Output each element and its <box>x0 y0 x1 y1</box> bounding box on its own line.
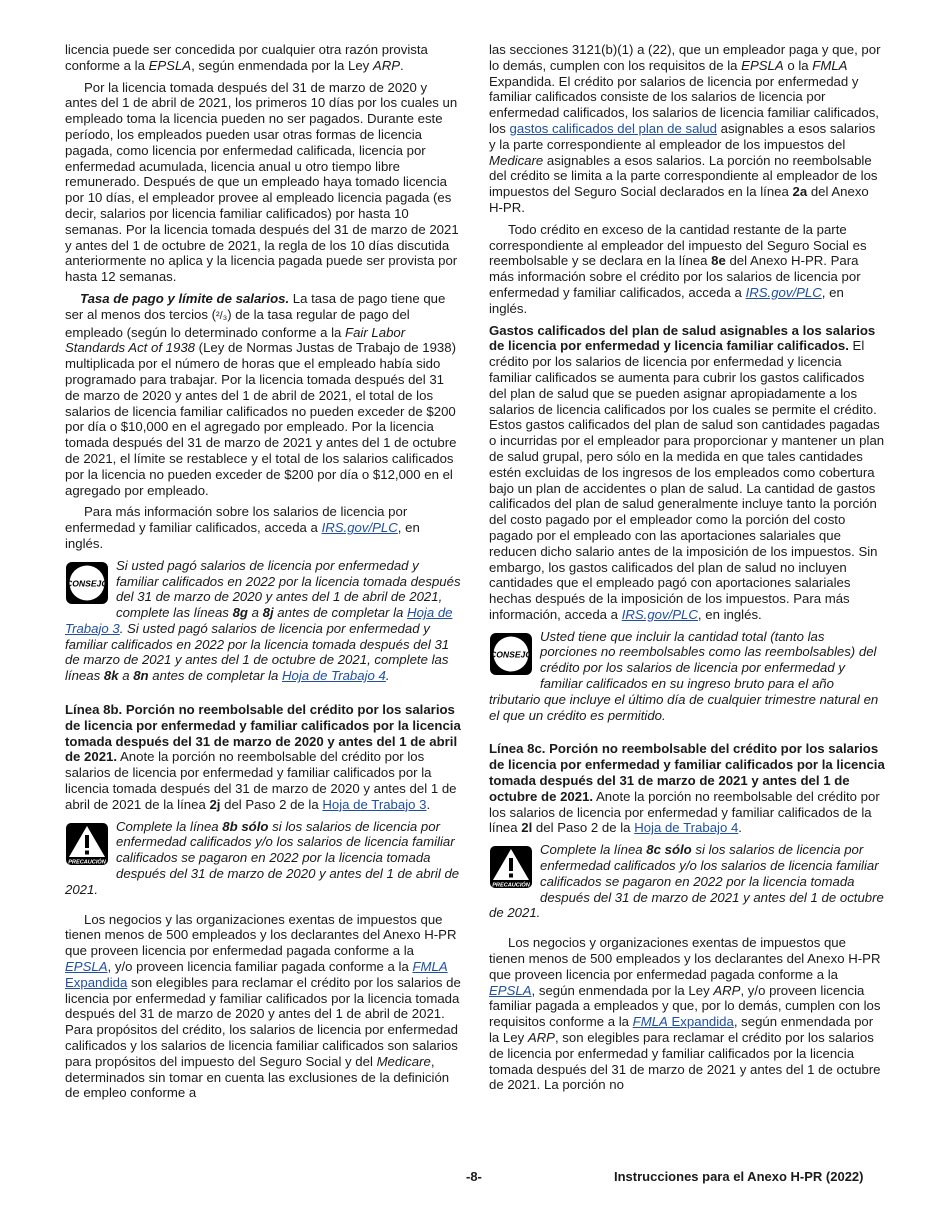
document-title-footer: Instrucciones para el Anexo H-PR (2022) <box>614 1169 864 1184</box>
right-column <box>489 42 885 1099</box>
line-8c-section: Línea 8c. Porción no reembolsable del crédito por los salarios de licencia por enfermedad y familiar calificados por la licencia tomada después del 31 de marzo de 2021 y antes del 1 de octubre de 2021. Anote la porción no reembolsable del crédito por los salarios de licencia por enfermedad y familiar calificados de la línea 2l del Paso 2 de la Hoja de Trabajo 4. <box>489 741 885 836</box>
left-paragraph-1: licencia puede ser concedida por cualquier otra razón provista conforme a la EPSLA, según enmendada por la Ley ARP. <box>65 42 428 73</box>
worksheet-4-link[interactable]: Hoja de Trabajo 4 <box>282 668 386 684</box>
line-8c-heading: Línea 8c. Porción no reembolsable del crédito por los salarios de licencia por enfermedad y familiar calificados por la licencia tomada después del 31 de marzo de 2021 y antes del 1 de octubre de 2021. <box>489 741 885 804</box>
health-plan-heading: Gastos calificados del plan de salud asignables a los salarios de licencia por enfermedad y licencia familiar calificados. <box>489 322 876 354</box>
irs-plc-link[interactable]: IRS.gov/PLC <box>321 520 398 536</box>
worksheet-4-link[interactable]: Hoja de Trabajo 4 <box>634 820 739 836</box>
caution-note-1: PRECAUCIÓN Complete la línea 8b sólo si los salarios de licencia por enfermedad calificados y/o los salarios de licencia familiar calificados se pagaron en 2022 por la licencia tomada después del 31 de marzo de 2020 y antes del 1 de abril de 2021. <box>65 818 460 897</box>
caution-note-2: PRECAUCIÓN Complete la línea 8c sólo si los salarios de licencia por enfermedad calificados y/o los salarios de licencia familiar calificados se pagaron en 2022 por la licencia tomada después del 31 de marzo de 2021 y antes del 1 de octubre de 2021. <box>489 842 884 921</box>
precaucion-warning-icon <box>65 822 109 866</box>
right-paragraph-eligibility: Los negocios y organizaciones exentas de impuestos que tienen menos de 500 empleados y los declarantes del Anexo H-PR que proveen licencia por enfermedad pagada conforme a la EPSLA, según enmendada por la Ley ARP, y/o proveen licencia familiar pagada a empleados y que, por lo demás, cumplen con los requisitos conforme a la FMLA Expandida, según enmendada por la Ley ARP, son elegibles para reclamar el crédito por los salarios de licencia por enfermedad y familiar calificados por la licencia tomada después del 31 de marzo de 2021 y antes del 1 de octubre de 2021. La porción no <box>489 935 881 1093</box>
precaucion-warning-icon <box>489 845 533 889</box>
left-paragraph-eligibility: Los negocios y las organizaciones exentas de impuestos que tienen menos de 500 empleados y los declarantes del Anexo H-PR que proveen licencia por enfermedad pagada conforme a la EPSLA, y/o proveen licencia familiar pagada conforme a la FMLA Expandida son elegibles para reclamar el crédito por los salarios de licencia por enfermedad y familiar calificados por la licencia tomada después del 31 de marzo de 2020 y antes del 1 de abril de 2021. Para propósitos del crédito, los salarios de licencia por enfermedad calificados y los salarios de licencia familiar calificados son salarios para propósitos del impuesto del Seguro Social y del Medicare, determinados sin tomar en cuenta las exclusiones de la definición de empleo conforme a <box>65 911 461 1101</box>
worksheet-3-link[interactable]: Hoja de Trabajo 3 <box>65 605 453 636</box>
irs-plc-link[interactable]: IRS.gov/PLC <box>621 606 698 622</box>
epsla-link[interactable]: EPSLA <box>489 982 532 998</box>
pay-rate-heading: Tasa de pago y límite de salarios. <box>80 290 290 306</box>
consejo-tip-icon <box>489 632 533 676</box>
left-column <box>65 42 461 1107</box>
irs-plc-link[interactable]: IRS.gov/PLC <box>745 284 822 300</box>
line-8b-section: Línea 8b. Porción no reembolsable del crédito por los salarios de licencia por enfermedad y familiar calificados por la licencia tomada después del 31 de marzo de 2020 y antes del 1 de abril de 2021. Anote la porción no reembolsable del crédito por los salarios de licencia por enfermedad y familiar calificados por la licencia tomada después del 31 de marzo de 2020 y antes del 1 de abril de 2021 de la línea 2j del Paso 2 de la Hoja de Trabajo 3. <box>65 702 461 812</box>
worksheet-3-link[interactable]: Hoja de Trabajo 3 <box>322 796 427 812</box>
consejo-tip-icon <box>65 561 109 605</box>
tip-note-2: CONSEJO Usted tiene que incluir la cantidad total (tanto las porciones no reembolsables como las reembolsables) del crédito por los salarios de licencia por enfermedad y familiar calificados en su ingreso bruto para el año tributario que incluye el último día de cualquier trimestre natural en el que un crédito es permitido. <box>489 628 879 723</box>
tip-note-1: CONSEJO Si usted pagó salarios de licencia por enfermedad y familiar calificados en 2022 por la licencia tomada después del 31 de marzo de 2020 y antes del 1 de abril de 2021, complete las líneas 8g a 8j antes de completar la Hoja de Trabajo 3. Si usted pagó salarios de licencia por enfermedad y familiar calificados en 2022 por la licencia tomada después del 31 de marzo de 2021 y antes del 1 de octubre de 2021, complete las líneas 8k a 8n antes de completar la Hoja de Trabajo 4. <box>65 557 461 684</box>
right-paragraph-2: Todo crédito en exceso de la cantidad restante de la parte correspondiente al empleador del impuesto del Seguro Social es reembolsable y se declara en la línea 8e del Anexo H-PR. Para más información sobre el crédito por los salarios de licencia por enfermedad y familiar calificados, acceda a IRS.gov/PLC, en inglés. <box>489 221 867 316</box>
fmla-expandida-link[interactable]: FMLA Expandida <box>65 959 448 990</box>
pay-rate-paragraph: Tasa de pago y límite de salarios. La tasa de pago tiene que ser al menos dos tercios (²/₃) de la tasa regular de pago del empleado (según lo determinado conforme a la Fair Labor Standards Act of 1938 (Ley de Normas Justas de Trabajo de 1938) multiplicada por el número de horas que el empleado había sido programado para trabajar. Por la licencia tomada después del 31 de marzo de 2020 y antes del 1 de abril de 2021, el total de los salarios de licencia familiar calificados no pueden exceder de $200 por día o $10,000 en el agregado por empleado. Por la licencia tomada después del 31 de marzo de 2021 y antes del 1 de octubre de 2021, el límite se restablece y el total de los salarios calificados por la licencia no pueden exceder de $200 por día o $12,000 en el agregado por empleado. <box>65 290 457 498</box>
svg-text:CONSEJO: CONSEJO <box>489 649 533 660</box>
line-8b-heading: Línea 8b. Porción no reembolsable del crédito por los salarios de licencia por enfermedad y familiar calificados por la licencia tomada después del 31 de marzo de 2020 y antes del 1 de abril de 2021. <box>65 702 461 765</box>
svg-text:PRECAUCIÓN: PRECAUCIÓN <box>492 882 530 889</box>
health-plan-expenses-link[interactable]: gastos calificados del plan de salud <box>509 120 718 136</box>
svg-text:PRECAUCIÓN: PRECAUCIÓN <box>68 859 106 866</box>
left-paragraph-more-info: Para más información sobre los salarios de licencia por enfermedad y familiar calificados, acceda a IRS.gov/PLC, en inglés. <box>65 504 420 551</box>
page-number: -8- <box>466 1169 482 1184</box>
right-paragraph-1: las secciones 3121(b)(1) a (22), que un empleador paga y que, por lo demás, cumplen con los requisitos de la EPSLA o la FMLA Expandida. El crédito por salarios de licencia por enfermedad y familiar calificados consiste de los salarios de licencia por enfermedad calificados, los salarios de licencia familiar calificados, los gastos calificados del plan de salud asignables a esos salarios y la parte correspondiente al empleador de los impuestos del Medicare asignables a esos salarios. La porción no reembolsable del crédito se limita a la parte correspondiente al empleador de los impuestos del Seguro Social declarados en la línea 2a del Anexo H-PR. <box>489 42 881 215</box>
health-plan-section: Gastos calificados del plan de salud asignables a los salarios de licencia por enfermedad y licencia familiar calificados. El crédito por los salarios de licencia por enfermedad y licencia familiar calificados se aumenta para cubrir los gastos calificados del plan de salud que se pueden asignar apropiadamente a los salarios de licencia calificados por los cuales se permite el crédito. Estos gastos calificados del plan de salud son cantidades pagadas o incurridas por el empleador para proporcionar y mantener un plan de salud grupal, pero sólo en la medida en que tales cantidades estén excluidas de los ingresos de los empleados como cobertura bajo un plan de accidentes o plan de salud. La cantidad de gastos calificados del plan de salud generalmente incluye tanto la porción del costo pagado por el empleador como la porción del costo pagado por el empleado con las aportaciones salariales que reducen dicho salario antes de la imposición de los impuestos. Sin embargo, los gastos calificados del plan de salud no incluyen cantidades que el empleado pagó con aportaciones salariales hechas después de la imposición de los impuestos. Para más información, acceda a IRS.gov/PLC, en inglés. <box>489 322 885 622</box>
epsla-link[interactable]: EPSLA <box>65 959 108 975</box>
fmla-expandida-link[interactable]: FMLA Expandida <box>632 1014 734 1030</box>
left-paragraph-2: Por la licencia tomada después del 31 de marzo de 2020 y antes del 1 de abril de 2021, los primeros 10 días por los cuales un empleado toma la licencia pueden no ser pagados. Durante este período, los empleados pueden usar otras formas de licencia pagada, como licencia por enfermedad calificada, licencia por enfermedad acumulada, licencia anual u otro tiempo libre remunerado. Después de que un empleado haya tomado licencia por 10 días, el empleador provee al empleado licencia pagada (es decir, salarios por licencia familiar calificados) por hasta 10 semanas. Por la licencia tomada después del 31 de marzo de 2021 y antes del 1 de octubre de 2021, la regla de los 10 días discutida anteriormente no aplica y la licencia pagada puede ser provista por hasta 12 semanas. <box>65 79 459 285</box>
svg-text:CONSEJO: CONSEJO <box>65 578 109 589</box>
